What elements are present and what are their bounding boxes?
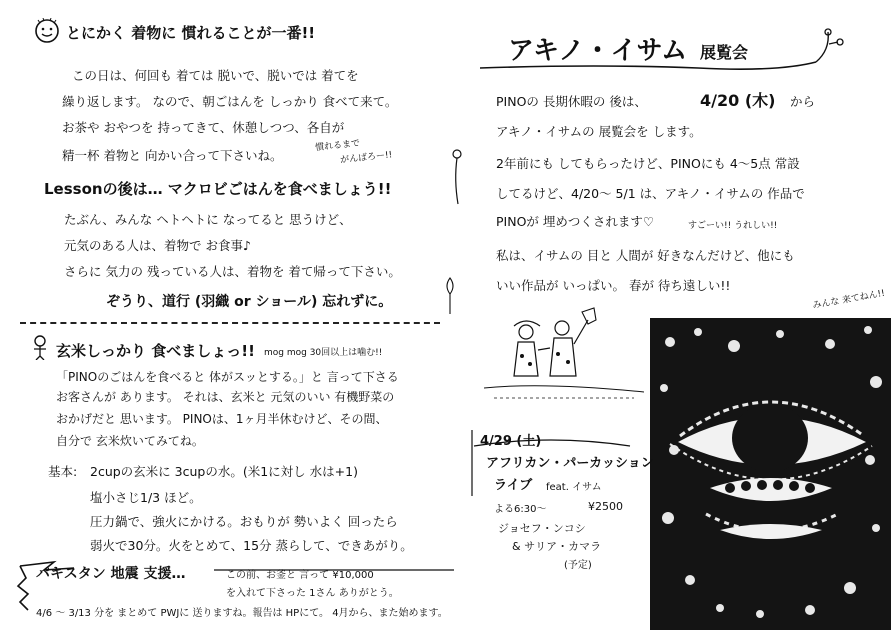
para2-emphasis: ぞうり、道行 (羽織 or ショール) 忘れずに。 (106, 294, 393, 310)
para1-line-4: 精一杯 着物と 向かい合って下さいね。 (62, 148, 283, 163)
note-wow: すごーい!! うれしい!! (688, 221, 778, 231)
event-bracket (470, 426, 640, 500)
title-underline (478, 60, 818, 80)
para1-line-1: この日は、何回も 着ては 脱いで、脱いでは 着てを (72, 68, 359, 83)
exhibit-title: アキノ・イサム (508, 36, 688, 66)
exhibit-line-1: PINOの 長期休暇の 後は、 (496, 94, 647, 109)
eye-artwork (650, 318, 891, 630)
exhibit-date-suffix: から (790, 94, 816, 109)
donation-line-1: この前、お釜と 言って ¥10,000 (226, 570, 374, 581)
divider-dashed-1 (20, 322, 440, 324)
event-time: よる6:30〜 (494, 504, 547, 515)
exhibit-end-line-2: いい作品が いっぱい。 春が 待ち遠しい!! (496, 278, 731, 293)
exhibit-line-2: アキノ・イサムの 展覧会を します。 (496, 124, 702, 139)
heading-brown-rice-note: mog mog 30回以上は噛む!! (264, 348, 383, 358)
note-get-used-2: がんばろー!! (339, 150, 393, 166)
person-doodle-icon (30, 334, 50, 360)
event-title-1: アフリカン・パーカッション (486, 456, 654, 471)
smiley-face-icon (34, 18, 60, 44)
para1-line-2: 繰り返します。 なので、朝ごはんを しっかり 食べて来て。 (62, 94, 398, 109)
para3-line-3: おかげだと 思います。 PINOは、1ヶ月半休むけど、その間、 (56, 412, 388, 426)
recipe-line-2: 塩小さじ1/3 ほど。 (90, 490, 202, 505)
leaf-doodle-icon (440, 276, 460, 316)
heading-brown-rice: 玄米しっかり 食べましょっ!! (56, 342, 255, 360)
exhibit-title-suffix: 展覧会 (700, 43, 749, 62)
donation-title: パキスタン 地震 支援… (36, 566, 186, 582)
exhibit-end-line-1: 私は、イサムの 目と 人間が 好きなんだけど、他にも (496, 248, 795, 263)
exhibit-line-5: PINOが 埋めつくされます♡ (496, 214, 655, 229)
event-title-2: ライブ (494, 478, 533, 493)
exhibit-line-3: 2年前にも してもらったけど、PINOにも 4〜5点 常設 (496, 156, 800, 171)
para3-line-2: お客さんが あります。 それは、玄米と 元気のいい 有機野菜の (56, 390, 395, 404)
recipe-label: 基本: (48, 464, 78, 479)
para3-line-1: 「PINOのごはんを食べると 体がスッとする。」と 言って下さる (56, 370, 399, 384)
para3-line-4: 自分で 玄米炊いてみてね。 (56, 434, 204, 448)
exhibit-line-4: してるけど、4/20〜 5/1 は、アキノ・イサムの 作品で (496, 186, 805, 201)
dancers-illustration (484, 306, 644, 406)
event-performers-1: ジョセフ・ンコシ (498, 522, 586, 535)
sprout-icon (812, 28, 846, 64)
para2-line-3: さらに 気力の 残っている人は、着物を 着て帰って下さい。 (64, 264, 401, 279)
para2-line-2: 元気のある人は、着物で お食事♪ (64, 238, 251, 253)
event-performers-note: (予定) (564, 560, 592, 571)
heading-lesson: Lessonの後は… マクロビごはんを食べましょう!! (44, 180, 392, 198)
recipe-line-3: 圧力鍋で、強火にかける。おもりが 勢いよく 回ったら (90, 514, 398, 529)
event-price: ¥2500 (588, 500, 623, 513)
recipe-line-4: 弱火で30分。火をとめて、15分 蒸らして、できあがり。 (90, 538, 413, 553)
donation-line-2: を入れて下さった 1さん ありがとう。 (226, 588, 399, 599)
recipe-line-1: 2cupの玄米に 3cupの水。(米1に対し 水は+1) (90, 464, 358, 479)
donation-line-3: 4/6 〜 3/13 分を まとめて PWJに 送りますね。報告は HPにて。 4月から、また始めます。 (36, 608, 448, 619)
heading-kimono: とにかく 着物に 慣れることが一番!! (66, 24, 316, 42)
event-date: 4/29 (土) (480, 434, 542, 449)
para1-line-3: お茶や おやつを 持ってきて、休憩しつつ、各自が (62, 120, 345, 135)
note-get-used-1: 慣れるまで (314, 138, 361, 154)
event-with: feat. イサム (546, 482, 602, 493)
note-everyone-come: みんな 来てねん!! (811, 288, 886, 312)
flower-doodle-icon (448, 146, 466, 206)
exhibit-date-big: 4/20 (木) (700, 91, 776, 110)
event-performers-2: & サリア・カマラ (512, 540, 602, 553)
para2-line-1: たぶん、みんな ヘトヘトに なってると 思うけど、 (64, 212, 352, 227)
